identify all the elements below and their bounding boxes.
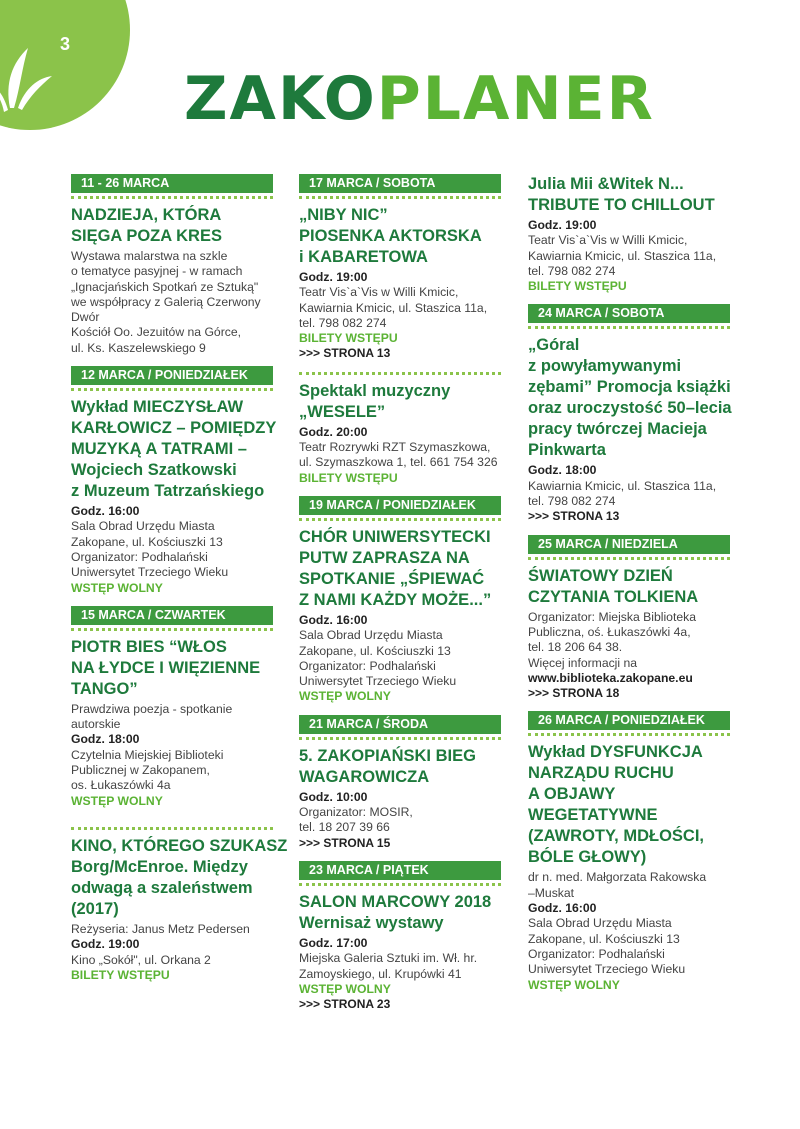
column-3 xyxy=(528,174,730,1003)
event-info: Godz. 20:00 Teatr Rozrywki RZT Szymaszkowa, ul. Szymaszkowa 1, tel. 661 754 326 xyxy=(299,425,501,471)
event-info: Godz. 19:00 Teatr Vis`a`Vis w Willi Kmicic, Kawiarnia Kmicic, ul. Staszica 11a, tel. 798 082 274 xyxy=(528,218,730,279)
event-card xyxy=(299,861,501,1012)
admission-label: WSTĘP WOLNY xyxy=(71,793,163,808)
logo-part1: ZAKO xyxy=(184,64,377,134)
event-title: Wykład DYSFUNKCJA NARZĄDU RUCHU A OBJAWY WEGETATYWNE (ZAWROTY, MDŁOŚCI, BÓLE GŁOWY) xyxy=(528,743,704,867)
date-bar: 23 MARCA / PIĄTEK xyxy=(299,861,501,880)
dotted-divider xyxy=(299,737,501,740)
event-title: CHÓR UNIWERSYTECKI PUTW ZAPRASZA NA SPOTKANIE „ŚPIEWAĆ Z NAMI KAŻDY MOŻE...” xyxy=(299,527,492,609)
dotted-divider xyxy=(528,326,730,329)
event-title: SALON MARCOWY 2018 xyxy=(299,892,492,911)
event-time: Godz. 19:00 xyxy=(71,937,140,952)
admission-label: BILETY WSTĘPU xyxy=(299,331,398,346)
page-reference[interactable]: >>> STRONA 15 xyxy=(299,835,391,850)
website-link[interactable]: www.biblioteka.zakopane.eu xyxy=(528,670,693,685)
event-card xyxy=(71,827,288,983)
event-time: Godz. 16:00 xyxy=(299,612,368,627)
event-info: Godz. 17:00 Miejska Galeria Sztuki im. Wł. hr. Zamoyskiego, ul. Krupówki 41 xyxy=(299,936,501,982)
event-info: Godz. 16:00 Sala Obrad Urzędu Miasta Zakopane, ul. Kościuszki 13 Organizator: Podhalański Uniwersytet Trzeciego Wieku xyxy=(71,504,273,580)
event-title: 5. ZAKOPIAŃSKI BIEG WAGAROWICZA xyxy=(299,746,476,786)
event-title: Wykład MIECZYSŁAW KARŁOWICZ – POMIĘDZY MUZYKĄ A TATRAMI – Wojciech Szatkowski z Muzeum Tatrzańskiego xyxy=(71,398,277,501)
event-card xyxy=(528,174,730,294)
date-bar: 21 MARCA / ŚRODA xyxy=(299,715,501,734)
event-info: Wystawa malarstwa na szkle o tematyce pasyjnej - w ramach „Ignacjańskich Spotkań ze Sztuką" we współpracy z Galerią Czerwony Dwór Kościół Oo. Jezuitów na Górce, ul. Ks. Kaszelewskiego 9 xyxy=(71,249,261,355)
page-reference[interactable]: >>> STRONA 23 xyxy=(299,997,391,1012)
event-info: Godz. 19:00 Teatr Vis`a`Vis w Willi Kmicic, Kawiarnia Kmicic, ul. Staszica 11a, tel. 798 082 274 xyxy=(299,270,501,331)
event-info: Godz. 10:00 Organizator: MOSIR, tel. 18 207 39 66 xyxy=(299,790,501,836)
event-info: Prawdziwa poezja - spotkanie autorskie Godz. 18:00 Czytelnia Miejskiej Biblioteki Publicznej w Zakopanem, os. Łukaszówki 4a xyxy=(71,702,273,794)
event-card xyxy=(299,174,501,362)
date-bar: 11 - 26 MARCA xyxy=(71,174,273,193)
event-title: „NIBY NIC” PIOSENKA AKTORSKA i KABARETOWA xyxy=(299,206,482,266)
logo-part2: PLANER xyxy=(376,64,655,134)
event-time: Godz. 18:00 xyxy=(528,463,597,478)
event-card xyxy=(299,715,501,851)
date-bar: 12 MARCA / PONIEDZIAŁEK xyxy=(71,366,273,385)
event-card xyxy=(71,174,273,356)
date-bar: 26 MARCA / PONIEDZIAŁEK xyxy=(528,711,730,730)
event-info: Godz. 16:00 Sala Obrad Urzędu Miasta Zakopane, ul. Kościuszki 13 Organizator: Podhalański Uniwersytet Trzeciego Wieku xyxy=(299,613,501,689)
event-card xyxy=(71,366,277,596)
page-reference[interactable]: >>> STRONA 13 xyxy=(528,509,620,524)
admission-label: WSTĘP WOLNY xyxy=(299,981,391,996)
dotted-divider xyxy=(71,196,273,199)
zakoplaner-logo xyxy=(184,64,655,134)
page-reference[interactable]: >>> STRONA 18 xyxy=(528,686,620,701)
date-bar: 19 MARCA / PONIEDZIAŁEK xyxy=(299,496,501,515)
event-info: Reżyseria: Janus Metz Pedersen Godz. 19:00 Kino „Sokół", ul. Orkana 2 xyxy=(71,922,273,968)
event-card xyxy=(299,372,501,486)
event-info: Godz. 18:00 Kawiarnia Kmicic, ul. Staszica 11a, tel. 798 082 274 xyxy=(528,463,730,509)
event-title: „Góral z powyłamywanymi zębami” Promocja książki oraz uroczystość 50–lecia pracy twórczej Macieja Pinkwarta xyxy=(528,336,732,460)
event-title: Julia Mii &Witek N... TRIBUTE TO CHILLOUT xyxy=(528,175,715,214)
event-subtitle: Wernisaż wystawy xyxy=(299,913,444,932)
date-bar: 15 MARCA / CZWARTEK xyxy=(71,606,273,625)
event-title: ŚWIATOWY DZIEŃ CZYTANIA TOLKIENA xyxy=(528,566,699,606)
date-bar: 17 MARCA / SOBOTA xyxy=(299,174,501,193)
dotted-divider xyxy=(299,883,501,886)
admission-label: BILETY WSTĘPU xyxy=(299,470,398,485)
dotted-divider xyxy=(71,628,273,631)
admission-label: WSTĘP WOLNY xyxy=(71,580,163,595)
event-time: Godz. 19:00 xyxy=(528,218,597,232)
event-time: Godz. 20:00 xyxy=(299,424,368,439)
event-time: Godz. 16:00 xyxy=(71,504,140,519)
date-bar: 25 MARCA / NIEDZIELA xyxy=(528,535,730,554)
column-2 xyxy=(299,174,501,1022)
event-card xyxy=(528,711,730,992)
event-title: Spektakl muzyczny „WESELE” xyxy=(299,381,451,421)
admission-label: BILETY WSTĘPU xyxy=(71,967,170,982)
leaf-icon xyxy=(0,38,55,113)
event-info: Organizator: Miejska Biblioteka Publiczna, oś. Łukaszówki 4a, tel. 18 206 64 38. Więcej informacji na www.biblioteka.zakopane.eu xyxy=(528,610,730,686)
dotted-divider xyxy=(299,196,501,199)
dotted-divider xyxy=(299,372,501,375)
admission-label: WSTĘP WOLNY xyxy=(299,689,391,704)
event-card xyxy=(299,496,501,705)
event-time: Godz. 16:00 xyxy=(528,901,597,916)
event-title: PIOTR BIES “WŁOS NA ŁYDCE I WIĘZIENNE TANGO” xyxy=(71,637,261,698)
event-card xyxy=(71,606,273,809)
event-card xyxy=(528,304,730,524)
dotted-divider xyxy=(528,733,730,736)
page-number: 3 xyxy=(60,34,71,54)
event-card xyxy=(528,535,730,702)
column-1 xyxy=(71,174,288,993)
dotted-divider xyxy=(71,388,273,391)
event-time: Godz. 17:00 xyxy=(299,935,368,950)
event-time: Godz. 10:00 xyxy=(299,789,368,804)
event-title: KINO, KTÓREGO SZUKASZ Borg/McEnroe. Między odwagą a szaleństwem (2017) xyxy=(71,836,288,918)
page-reference[interactable]: >>> STRONA 13 xyxy=(299,346,391,361)
event-time: Godz. 18:00 xyxy=(71,732,140,747)
dotted-divider xyxy=(528,557,730,560)
date-bar: 24 MARCA / SOBOTA xyxy=(528,304,730,323)
event-title: NADZIEJA, KTÓRA SIĘGA POZA KRES xyxy=(71,206,222,245)
dotted-divider xyxy=(71,827,273,830)
event-info: dr n. med. Małgorzata Rakowska –Muskat Godz. 16:00 Sala Obrad Urzędu Miasta Zakopane, ul. Kościuszki 13 Organizator: Podhalański Uniwersytet Trzeciego Wieku xyxy=(528,870,730,977)
admission-label: WSTĘP WOLNY xyxy=(528,977,620,992)
admission-label: BILETY WSTĘPU xyxy=(528,279,627,294)
dotted-divider xyxy=(299,518,501,521)
event-time: Godz. 19:00 xyxy=(299,270,368,284)
